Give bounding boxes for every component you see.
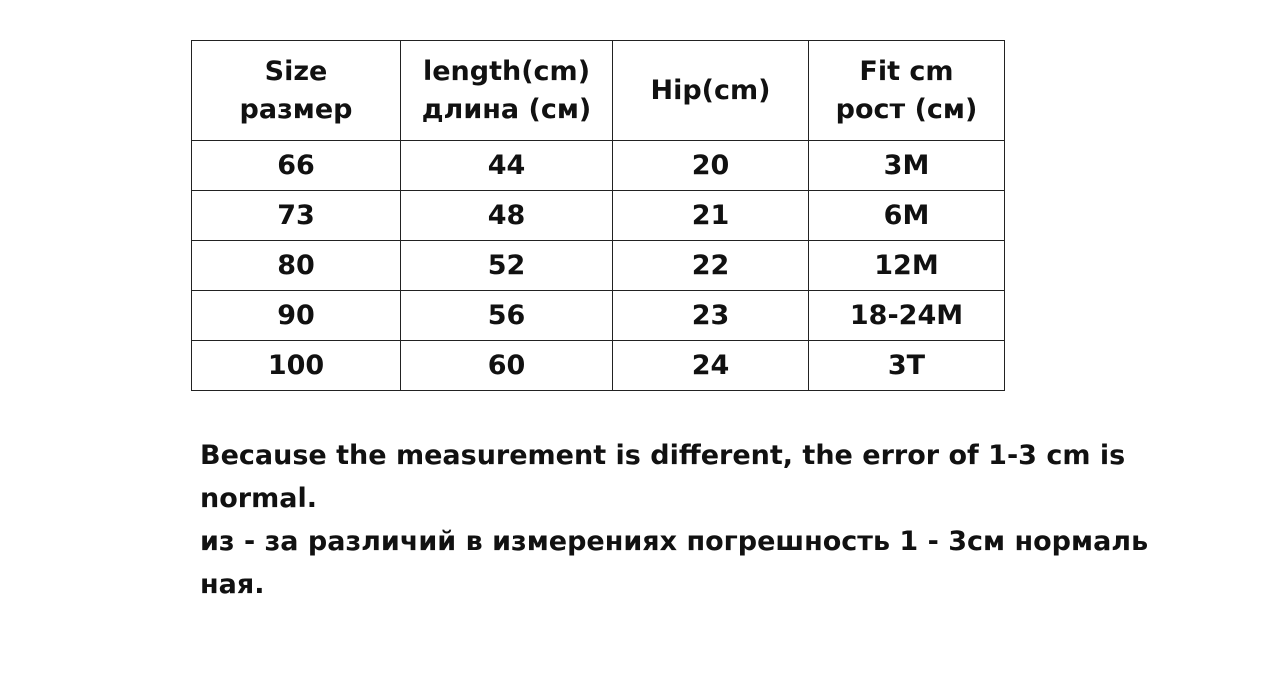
cell-hip: 21 [613, 191, 809, 241]
table-row [192, 191, 1005, 241]
cell-hip: 22 [613, 241, 809, 291]
cell-length: 52 [401, 241, 613, 291]
cell-fit: 3T [809, 341, 1005, 391]
header-fit [809, 41, 1005, 141]
header-hip [613, 41, 809, 141]
header-size-ru: размер [239, 93, 353, 125]
cell-size: 100 [192, 341, 401, 391]
cell-length: 44 [401, 141, 613, 191]
cell-fit: 6M [809, 191, 1005, 241]
header-hip-en: Hip(cm) [650, 74, 771, 106]
size-chart-table [191, 40, 1005, 391]
cell-hip: 23 [613, 291, 809, 341]
cell-fit: 18-24M [809, 291, 1005, 341]
header-length-ru: длина (см) [421, 93, 592, 125]
measurement-note-russian: из - за различий в измерениях погрешность 1 - 3см нормаль ная. [200, 526, 1149, 600]
table-header-row [192, 41, 1005, 141]
cell-length: 60 [401, 341, 613, 391]
header-length-en: length(cm) [422, 55, 591, 87]
table-row [192, 241, 1005, 291]
cell-size: 80 [192, 241, 401, 291]
cell-length: 56 [401, 291, 613, 341]
measurement-note-english: Because the measurement is different, the error of 1-3 cm is normal. [200, 440, 1126, 514]
header-size-en: Size [264, 55, 328, 87]
header-size [192, 41, 401, 141]
measurement-note [200, 434, 1160, 606]
cell-fit: 12M [809, 241, 1005, 291]
cell-length: 48 [401, 191, 613, 241]
header-length [401, 41, 613, 141]
table-row [192, 291, 1005, 341]
cell-hip: 24 [613, 341, 809, 391]
cell-fit: 3M [809, 141, 1005, 191]
cell-size: 90 [192, 291, 401, 341]
cell-hip: 20 [613, 141, 809, 191]
table-row [192, 141, 1005, 191]
header-fit-en: Fit cm [859, 55, 954, 87]
table-row [192, 341, 1005, 391]
header-fit-ru: рост (см) [835, 93, 978, 125]
cell-size: 73 [192, 191, 401, 241]
cell-size: 66 [192, 141, 401, 191]
